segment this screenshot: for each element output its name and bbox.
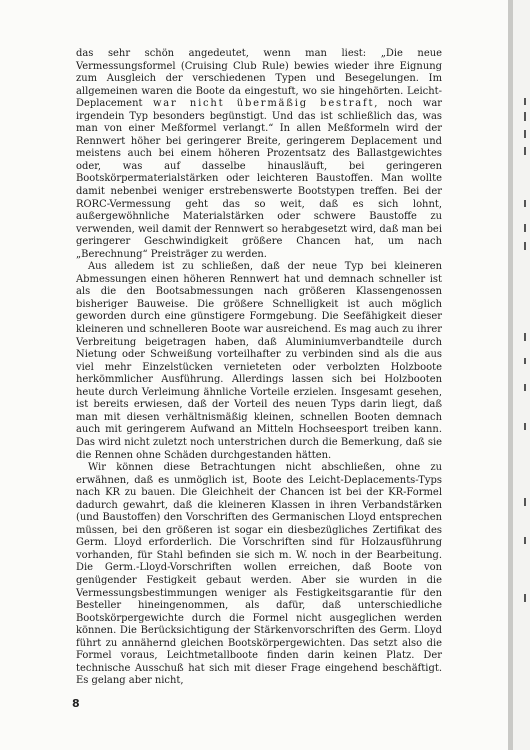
facing-page-mark <box>524 498 526 506</box>
facing-page-mark <box>524 594 526 602</box>
facing-page-mark <box>524 147 526 155</box>
spaced-emphasis: war nicht übermäßig bestraft <box>152 98 375 110</box>
facing-page-mark <box>524 333 526 341</box>
paragraph-2: Aus alledem ist zu schließen, daß der neue Typ bei kleineren Abmessungen einen höheren Rennwert hat und demnach schneller ist als die den Bootsabmessungen nach größeren Klassengenossen bisheriger Bauweise. Die größere Schnelligkeit ist auch möglich geworden durch eine günstigere Formgebung. Die Seefähigkeit dieser kleineren und schnelleren Boote war ausreichend. Es mag auch zu ihrer Verbreitung beigetragen haben, daß Aluminiumverbandteile durch Nietung oder Schweißung vorteilhafter zu verbinden sind als die aus viel mehr Einzelstücken vernieteten oder verbolzten Holzboote herkömmlicher Ausführung. Allerdings lassen sich bei Holzbooten heute durch Verleimung ähnliche Vorteile erzielen. Insgesamt gesehen, ist bereits erwiesen, daß der Vorteil des neuen Typs darin liegt, daß man mit diesen verhältnismäßig kleinen, schnellen Booten demnach auch mit geringerem Aufwand an Mitteln Hochseesport treiben kann. Das wird nicht zuletzt noch unterstrichen durch die Bemerkung, daß sie die Rennen ohne Schäden durchgestanden hätten. <box>76 261 442 461</box>
facing-page-mark <box>524 98 526 105</box>
facing-page-mark <box>524 358 526 364</box>
facing-page-mark <box>524 242 526 250</box>
facing-page-mark <box>524 537 526 544</box>
facing-page-edge <box>513 0 530 750</box>
facing-page-mark <box>524 384 526 391</box>
facing-page-mark <box>524 200 526 207</box>
paragraph-1 <box>76 48 442 261</box>
paragraph-1-end: , noch war irgendein Typ besonders begünstigt. Und das ist schließlich das, was man von einer Meßformel verlangt.“ In allen Meßformeln wird der Rennwert höher bei geringerer Breite, geringerem Deplacement und meistens auch bei einem höheren Prozentsatz des Ballastgewichtes oder, was auf dasselbe hinausläuft, bei geringeren Bootskörpermaterialstärken oder leichteren Baustoffen. Man wollte damit nebenbei weniger erstrebenswerte Bootstypen treffen. Bei der RORC-Vermessung geht das so weit, daß es sich lohnt, außergewöhnliche Materialstärken oder schwere Baustoffe zu verwenden, weil damit der Rennwert so herabgesetzt wird, daß man bei geringerer Geschwindigkeit größere Chancen hat, um nach „Berechnung“ Preisträger zu werden. <box>76 98 442 260</box>
body-text <box>76 48 442 688</box>
facing-page-mark <box>524 130 526 138</box>
facing-page-mark <box>524 112 526 121</box>
paragraph-1-start: das sehr schön angedeutet, wenn man liest: „Die neue Vermessungsformel (Cruising Club Rule) bewies wieder ihre Eignung zum Ausgleich der verschiedenen Typen und Besegelungen. Im allgemeinen waren die Boote da eingestuft, wo sie hingehörten. Leicht-Deplacement <box>76 48 442 110</box>
paragraph-3: Wir können diese Betrachtungen nicht abschließen, ohne zu erwähnen, daß es unmöglich ist, Boote des Leicht-Deplacements-Typs nach KR zu bauen. Die Gleichheit der Chancen ist bei der KR-Formel dadurch gewahrt, daß die kleineren Klassen in ihren Verbandstärken (und Baustoffen) den Vorschriften des Germanischen Lloyd entsprechen müssen, bei den größeren ist sogar ein diesbezügliches Zertifikat des Germ. Lloyd erforderlich. Die Vorschriften sind für Holzausführung vorhanden, für Stahl befinden sie sich m. W. noch in der Bearbeitung. Die Germ.-Lloyd-Vorschriften wollen erreichen, daß Boote von genügender Festigkeit gebaut werden. Aber sie wurden in die Vermessungsbestimmungen weniger als Festigkeitsgarantie für den Besteller hineingenommen, als dafür, daß unterschiedliche Bootskörpergewichte durch die Formel nicht ausgeglichen werden können. Die Berücksichtigung der Stärkenvorschriften des Germ. Lloyd führt zu annähernd gleichen Bootskörpergewichten. Das setzt also die Formel voraus, Leichtmetallboote finden darin keinen Platz. Der technische Ausschuß hat sich mit dieser Frage eingehend beschäftigt. Es gelang aber nicht, <box>76 462 442 687</box>
page-number: 8 <box>72 697 80 710</box>
facing-page-mark <box>524 224 526 232</box>
facing-page-mark <box>524 423 526 430</box>
